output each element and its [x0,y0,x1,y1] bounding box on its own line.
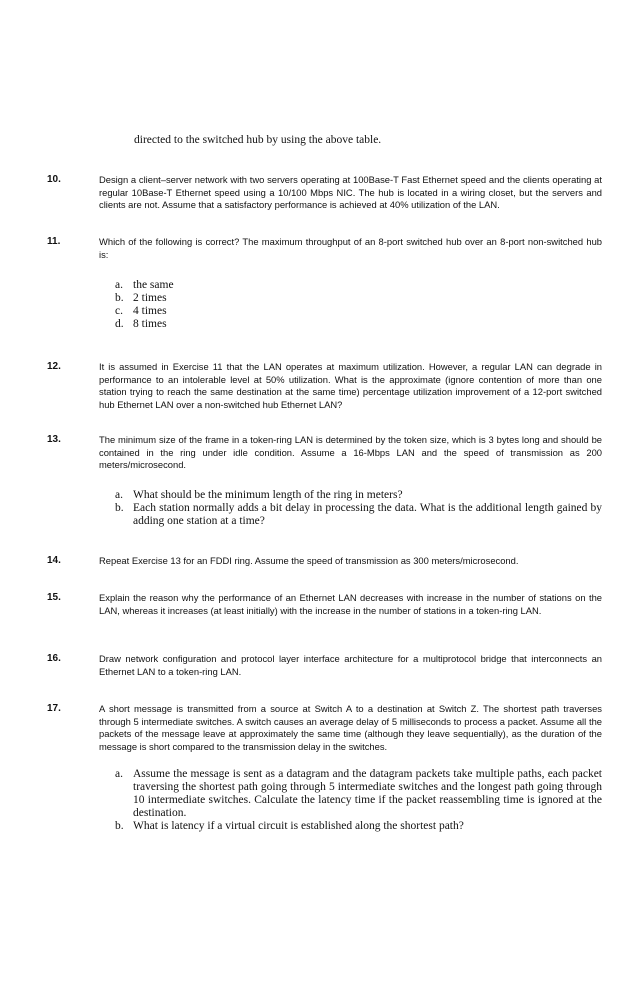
option-item [115,318,602,331]
intro-text: directed to the switched hub by using the above table. [134,134,382,146]
question-14-text: Repeat Exercise 13 for an FDDI ring. Assume the speed of transmission as 300 meters/microsecond. [99,555,519,566]
question-17-options [115,768,602,833]
question-10-text: Design a client–server network with two servers operating at 100Base-T Fast Ethernet speed and the clients operating at regular 10Base-T Ethernet speed using a 10/100 Mbps NIC. The hub is located in a wiring closet, but the servers and clients are not. Assume that a satisfactory performance is achieved at 40% utilization of the LAN. [99,174,602,210]
option-marker: a. [115,768,123,780]
question-11-options [115,279,602,331]
option-marker: b. [115,820,124,832]
option-item [115,768,602,820]
option-text: the same [133,279,174,291]
option-text: 8 times [133,318,167,330]
question-10-number: 10. [47,174,61,185]
option-text: 4 times [133,305,167,317]
option-marker: a. [115,279,123,291]
option-text: Assume the message is sent as a datagram and the datagram packets take multiple paths, each packet traversing the shortest path going through 5 intermediate switches and the longest path going through 10 intermediate switches. Calculate the latency time if the packet reassembling time is ignored at the destination. [133,768,602,819]
option-item [115,279,602,292]
option-item [115,305,602,318]
question-15-number: 15. [47,592,61,603]
question-17-text: A short message is transmitted from a source at Switch A to a destination at Switch Z. The shortest path traverses through 5 intermediate switches. A switch causes an average delay of 5 milliseconds to process a packet. Assume all the packets of the message leave at approximately the same time (although they leave sequentially), as the duration of the message is short compared to the transmission delay in the switches. [99,703,602,752]
option-marker: c. [115,305,123,317]
question-12-number: 12. [47,361,61,372]
option-item [115,292,602,305]
option-marker: b. [115,292,124,304]
option-item [115,820,602,833]
option-text: Each station normally adds a bit delay in processing the data. What is the additional length gained by adding one station at a time? [133,502,602,527]
option-item [115,489,602,502]
question-11-number: 11. [47,236,61,247]
option-marker: b. [115,502,124,514]
question-13-text: The minimum size of the frame in a token-ring LAN is determined by the token size, which is 3 bytes long and should be contained in the ring under idle condition. Assume a 16-Mbps LAN and the speed of transmission as 200 meters/microsecond. [99,434,602,470]
option-text: What should be the minimum length of the ring in meters? [133,489,403,501]
option-marker: d. [115,318,124,330]
option-item [115,502,602,528]
question-13-options [115,489,602,528]
question-13-number: 13. [47,434,61,445]
question-14-number: 14. [47,555,61,566]
question-16-text: Draw network configuration and protocol layer interface architecture for a multiprotocol bridge that interconnects an Ethernet LAN to a token-ring LAN. [99,653,602,677]
option-text: What is latency if a virtual circuit is established along the shortest path? [133,820,464,832]
question-17-number: 17. [47,703,61,714]
question-11-text: Which of the following is correct? The maximum throughput of an 8-port switched hub over an 8-port non-switched hub is: [99,236,602,260]
question-16-number: 16. [47,653,61,664]
option-marker: a. [115,489,123,501]
option-text: 2 times [133,292,167,304]
question-15-text: Explain the reason why the performance of an Ethernet LAN decreases with increase in the number of stations on the LAN, whereas it increases (at least initially) with the increase in the number of stations in a token-ring LAN. [99,592,602,616]
question-12-text: It is assumed in Exercise 11 that the LAN operates at maximum utilization. However, a regular LAN can degrade in performance to an intolerable level at 50% utilization. What is the approximate (ignore contention of more than one station trying to reach the same destination at the same time) percentage utilization improvement of a 12-port switched hub Ethernet LAN over a non-switched hub Ethernet LAN? [99,361,602,410]
